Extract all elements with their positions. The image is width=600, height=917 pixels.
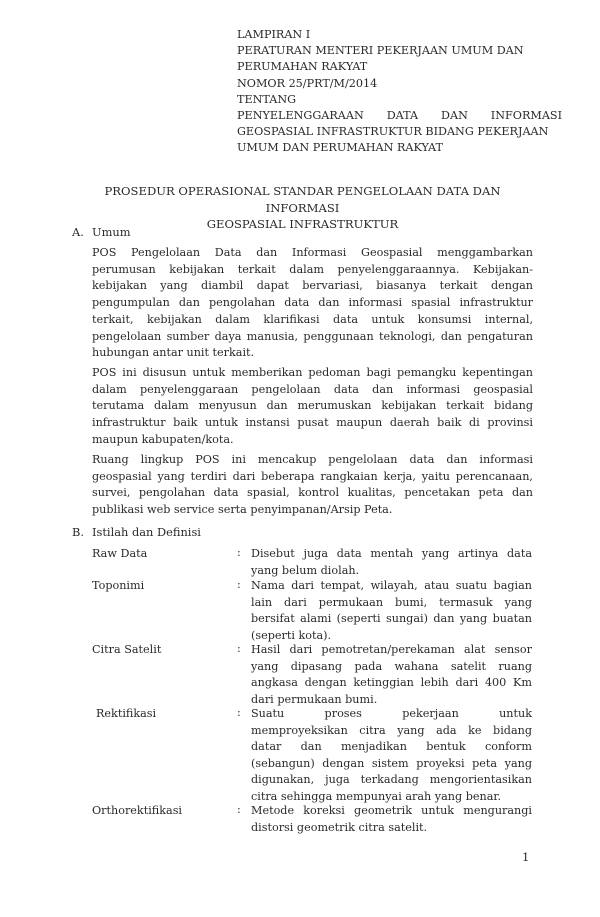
term-colon: :: [237, 803, 241, 816]
section-a-heading: Umum: [92, 225, 131, 239]
definition-raw-data: [251, 546, 532, 579]
definition-line: distorsi geometrik citra satelit.: [251, 820, 428, 834]
paragraph-line: maupun kabupaten/kota.: [92, 432, 234, 446]
definition-line: lain dari permukaan bumi, termasuk yang: [251, 595, 532, 609]
definition-line: citra sehingga mempunyai arah yang benar.: [251, 789, 502, 803]
definition-rektifikasi: [251, 706, 532, 805]
term-toponimi: Toponimi: [92, 579, 145, 592]
definition-line: Hasil dari pemotretan/perekaman alat sensor: [251, 643, 532, 656]
definition-line: memproyeksikan citra yang ada ke bidang: [251, 723, 532, 737]
definition-line: Metode koreksi geometrik untuk mengurangi: [251, 804, 532, 817]
section-a-paragraph-1: [92, 245, 533, 362]
paragraph-line: POS Pengelolaan Data dan Informasi Geospasial menggambarkan: [92, 246, 533, 259]
term-colon: :: [237, 706, 241, 719]
header-line-umum: UMUM DAN PERUMAHAN RAKYAT: [237, 141, 443, 155]
term-citra-satelit: Citra Satelit: [92, 643, 162, 656]
paragraph-line: geospasial yang terdiri dari beberapa rangkaian kerja, yaitu perencanaan,: [92, 469, 533, 483]
paragraph-line: kebijakan yang diambil dapat bervariasi, biasanya terkait dengan: [92, 279, 533, 293]
definition-line: dari permukaan bumi.: [251, 692, 378, 706]
definition-line: Disebut juga data mentah yang artinya data: [251, 547, 532, 560]
header-line-peraturan: PERATURAN MENTERI PEKERJAAN UMUM DAN: [237, 44, 524, 58]
definition-line: yang belum diolah.: [251, 563, 360, 577]
definition-line: (seperti kota).: [251, 628, 332, 642]
header-line-lampiran: LAMPIRAN I: [237, 28, 311, 41]
paragraph-line: hubungan antar unit terkait.: [92, 346, 255, 360]
paragraph-line: pengelolaan sumber daya manusia, penggunaan teknologi, dan pengaturan: [92, 329, 533, 343]
header-line-tentang: TENTANG: [237, 92, 297, 106]
section-a-paragraph-2: [92, 365, 533, 449]
paragraph-line: pengumpulan dan pengolahan data dan informasi spasial infrastruktur: [92, 296, 533, 310]
paragraph-line: publikasi web service serta penyimpanan/Arsip Peta.: [92, 503, 393, 517]
paragraph-line: terkait, kebijakan dalam klarifikasi data untuk konsumsi internal,: [92, 312, 533, 326]
paragraph-line: terutama dalam menyusun dan merumuskan kebijakan terkait bidang: [92, 399, 533, 413]
page-number: 1: [522, 850, 530, 864]
section-b-heading: Istilah dan Definisi: [92, 525, 201, 539]
section-b-marker: B.: [72, 525, 84, 539]
definition-orthorektifikasi: [251, 803, 532, 836]
paragraph-line: POS ini disusun untuk memberikan pedoman bagi pemangku kepentingan: [92, 366, 533, 379]
term-rektifikasi: Rektifikasi: [96, 707, 157, 720]
section-a-marker: A.: [72, 225, 84, 239]
document-title-line-2: GEOSPASIAL INFRASTRUKTUR: [206, 217, 399, 231]
definition-line: bersifat alami (seperti sungai) dan yang buatan: [251, 612, 532, 625]
term-colon: :: [237, 642, 241, 655]
term-colon: :: [237, 546, 241, 559]
header-line-penyelenggaraan: PENYELENGGARAAN DATA DAN INFORMASI: [237, 109, 562, 123]
definition-citra-satelit: [251, 642, 532, 708]
paragraph-line: perumusan kebijakan terkait dalam penyelenggaraannya. Kebijakan-: [92, 262, 533, 276]
definition-line: Nama dari tempat, wilayah, atau suatu bagian: [251, 579, 532, 592]
paragraph-line: dalam penyelenggaraan pengelolaan data dan informasi geospasial: [92, 382, 533, 396]
regulation-header: [237, 27, 562, 157]
header-line-nomor: NOMOR 25/PRT/M/2014: [237, 76, 378, 90]
term-orthorektifikasi: Orthorektifikasi: [92, 804, 183, 817]
paragraph-line: survei, pengolahan data spasial, kontrol kualitas, pencetakan peta dan: [92, 486, 533, 500]
definition-toponimi: [251, 578, 532, 644]
definition-line: yang dipasang pada wahana satelit ruang: [251, 659, 532, 673]
paragraph-line: Ruang lingkup POS ini mencakup pengelolaan data dan informasi: [92, 453, 533, 466]
term-raw-data: Raw Data: [92, 547, 148, 560]
definition-line: (sebangun) dengan sistem proyeksi peta yang: [251, 756, 532, 770]
definition-line: datar dan menjadikan bentuk conform: [251, 740, 532, 753]
document-title-line-1: PROSEDUR OPERASIONAL STANDAR PENGELOLAAN DATA DAN INFORMASI: [104, 184, 501, 215]
definition-line: Suatu proses pekerjaan untuk: [251, 707, 532, 720]
section-a-paragraph-3: [92, 452, 533, 519]
term-colon: :: [237, 578, 241, 591]
definition-line: digunakan, juga terkadang mengorientasikan: [251, 773, 532, 786]
header-line-geospasial: GEOSPASIAL INFRASTRUKTUR BIDANG PEKERJAAN: [237, 125, 549, 139]
document-title: [70, 183, 535, 233]
definition-line: angkasa dengan ketinggian lebih dari 400 Km: [251, 676, 532, 689]
paragraph-line: infrastruktur baik untuk instansi pusat maupun daerah baik di provinsi: [92, 416, 533, 430]
header-line-perumahan: PERUMAHAN RAKYAT: [237, 60, 368, 74]
